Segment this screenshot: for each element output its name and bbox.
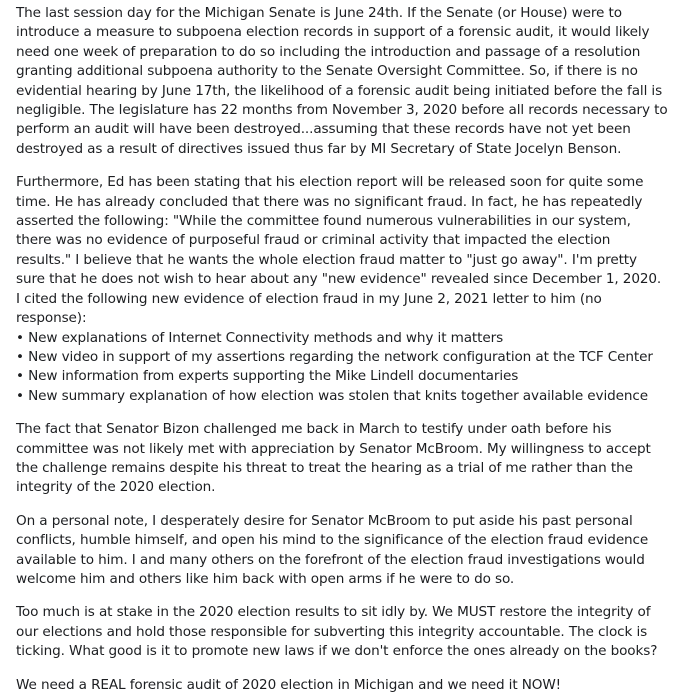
- bullet-item: • New explanations of Internet Connectivity methods and why it matters: [16, 329, 669, 348]
- post-paragraph-6: We need a REAL forensic audit of 2020 election in Michigan and we need it NOW!: [16, 676, 562, 693]
- bullet-item: • New summary explanation of how election was stolen that knits together available evidence: [16, 387, 669, 406]
- post-paragraph-2-block: [16, 173, 669, 406]
- post-paragraph-4: On a personal note, I desperately desire for Senator McBroom to put aside his past personal conflicts, humble himself, and open his mind to the significance of the election fraud evidence available to him. I and many others on the forefront of the election fraud investigations would welcome him and others like him back with open arms if he were to do so.: [16, 512, 649, 587]
- post-paragraph-3: The fact that Senator Bizon challenged me back in March to testify under oath before his committee was not likely met with appreciation by Senator McBroom. My willingness to accept the challenge remains despite his threat to treat the hearing as a trial of me rather than the integrity of the 2020 election.: [16, 421, 651, 496]
- evidence-bullet-list: [16, 329, 669, 407]
- bullet-item: • New video in support of my assertions regarding the network configuration at the TCF Center: [16, 348, 669, 367]
- post-paragraph-2: Furthermore, Ed has been stating that his election report will be released soon for quite some time. He has already concluded that there was no significant fraud. In fact, he has repeatedly asserted the following: "While the committee found numerous vulnerabilities in our system, there was no evidence of purposeful fraud or criminal activity that impacted the election results." I believe that he wants the whole election fraud matter to "just go away". I'm pretty sure that he does not wish to hear about any "new evidence" revealed since December 1, 2020. I cited the following new evidence of election fraud in my June 2, 2021 letter to him (no response):: [16, 174, 662, 327]
- post-paragraph-5: Too much is at stake in the 2020 election results to sit idly by. We MUST restore the integrity of our elections and hold those responsible for subverting this integrity accountable. The clock is ticking. What good is it to promote new laws if we don't enforce the ones already on the books?: [16, 604, 658, 660]
- bullet-item: • New information from experts supporting the Mike Lindell documentaries: [16, 367, 669, 386]
- post-paragraph-1: The last session day for the Michigan Senate is June 24th. If the Senate (or House) were to introduce a measure to subpoena election records in support of a forensic audit, it would likely need one week of preparation to do so including the introduction and passage of a resolution granting additional subpoena authority to the Senate Oversight Committee. So, if there is no evidential hearing by June 17th, the likelihood of a forensic audit being initiated before the fall is negligible. The legislature has 22 months from November 3, 2020 before all records necessary to perform an audit will have been destroyed...assuming that these records have not yet been destroyed as a result of directives issued thus far by MI Secretary of State Jocelyn Benson.: [16, 5, 668, 157]
